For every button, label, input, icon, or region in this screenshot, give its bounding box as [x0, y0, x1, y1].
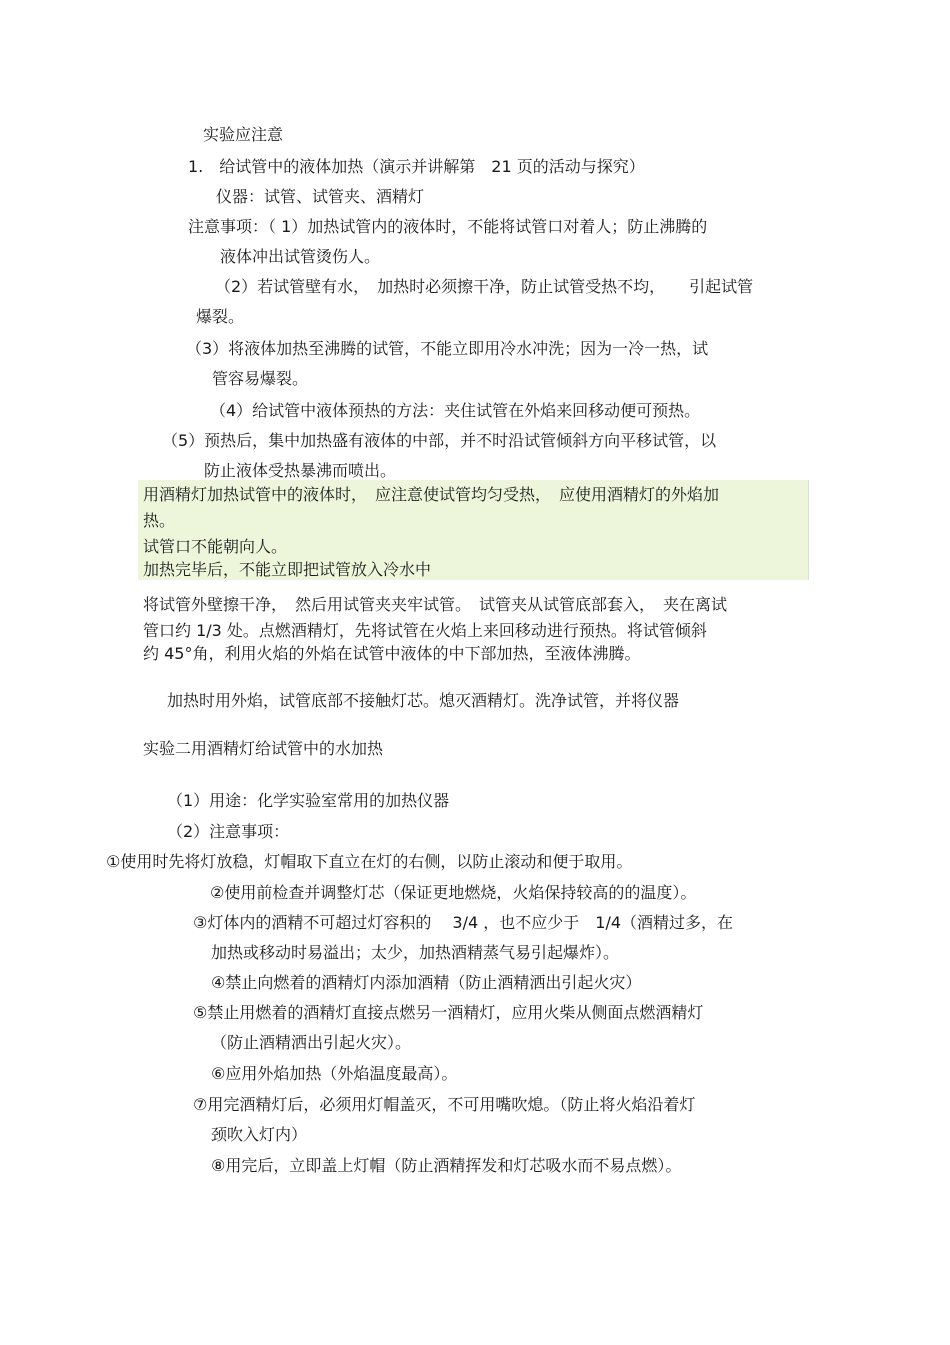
item1-note2-line1: （2）若试管壁有水， 加热时必须擦干净，防止试管受热不均， 引起试管 [215, 277, 754, 296]
item1-note2-line2: 爆裂。 [196, 307, 245, 326]
experiment2-use: （1）用途：化学实验室常用的加热仪器 [167, 791, 450, 810]
experiment2-note6: ⑥应用外焰加热（外焰温度最高）。 [211, 1064, 458, 1083]
procedure-line2: 管口约 1/3 处。点燃酒精灯，先将试管在火焰上来回移动进行预热。将试管倾斜 [143, 621, 707, 640]
experiment2-note1: ①使用时先将灯放稳，灯帽取下直立在灯的右侧，以防止滚动和便于取用。 [106, 852, 633, 871]
experiment2-note8: ⑧用完后，立即盖上灯帽（防止酒精挥发和灯芯吸水而不易点燃）。 [211, 1156, 682, 1175]
intro-heading: 实验应注意 [203, 125, 284, 144]
experiment2-notes-heading: （2）注意事项： [167, 822, 290, 841]
highlight-line2: 热。 [143, 511, 176, 530]
experiment2-note7-line1: ⑦用完酒精灯后，必须用灯帽盖灭，不可用嘴吹熄。（防止将火焰沿着灯 [193, 1095, 696, 1114]
procedure-line4: 加热时用外焰，试管底部不接触灯芯。熄灭酒精灯。洗净试管，并将仪器 [167, 691, 680, 710]
highlight-line1: 用酒精灯加热试管中的液体时， 应注意使试管均匀受热， 应使用酒精灯的外焰加 [143, 485, 720, 504]
highlight-line4: 加热完毕后，不能立即把试管放入冷水中 [143, 560, 432, 579]
procedure-line3: 约 45°角，利用火焰的外焰在试管中液体的中下部加热，至液体沸腾。 [143, 644, 641, 663]
item1-note4: （4）给试管中液体预热的方法：夹住试管在外焰来回移动便可预热。 [210, 401, 701, 420]
experiment2-title: 实验二用酒精灯给试管中的水加热 [143, 739, 384, 758]
experiment2-note3-line2: 加热或移动时易溢出；太少，加热酒精蒸气易引起爆炸）。 [211, 943, 620, 962]
procedure-line1: 将试管外壁擦干净， 然后用试管夹夹牢试管。 试管夹从试管底部套入， 夹在离试 [143, 595, 728, 614]
experiment2-note2: ②使用前检查并调整灯芯（保证更地燃烧，火焰保持较高的的温度）。 [210, 883, 697, 902]
item1-note5-line2: 防止液体受热暴沸而喷出。 [204, 461, 397, 480]
item1-note5-line1: （5）预热后，集中加热盛有液体的中部，并不时沿试管倾斜方向平移试管，以 [162, 431, 717, 450]
experiment2-note5-line1: ⑤禁止用燃着的酒精灯直接点燃另一酒精灯，应用火柴从侧面点燃酒精灯 [193, 1003, 704, 1022]
item1-notes-line1: 注意事项：（ 1）加热试管内的液体时，不能将试管口对着人；防止沸腾的 [188, 217, 708, 236]
experiment2-note4: ④禁止向燃着的酒精灯内添加酒精（防止酒精洒出引起火灾） [211, 973, 642, 992]
item1-instruments: 仪器：试管、试管夹、酒精灯 [216, 187, 425, 206]
item1-note3-line1: （3）将液体加热至沸腾的试管，不能立即用冷水冲洗；因为一冷一热，试 [186, 339, 709, 358]
highlight-line3: 试管口不能朝向人。 [143, 537, 288, 556]
experiment2-note7-line2: 颈吹入灯内） [211, 1125, 308, 1144]
experiment2-note5-line2: （防止酒精洒出引起火灾）。 [211, 1033, 412, 1052]
item1-title: 1. 给试管中的液体加热（演示并讲解第 21 页的活动与探究） [188, 157, 645, 176]
item1-note3-line2: 管容易爆裂。 [212, 369, 309, 388]
item1-notes-line2: 液体冲出试管烫伤人。 [220, 247, 381, 266]
experiment2-note3-line1: ③灯体内的酒精不可超过灯容积的 3/4 ，也不应少于 1/4（酒精过多，在 [193, 913, 734, 932]
